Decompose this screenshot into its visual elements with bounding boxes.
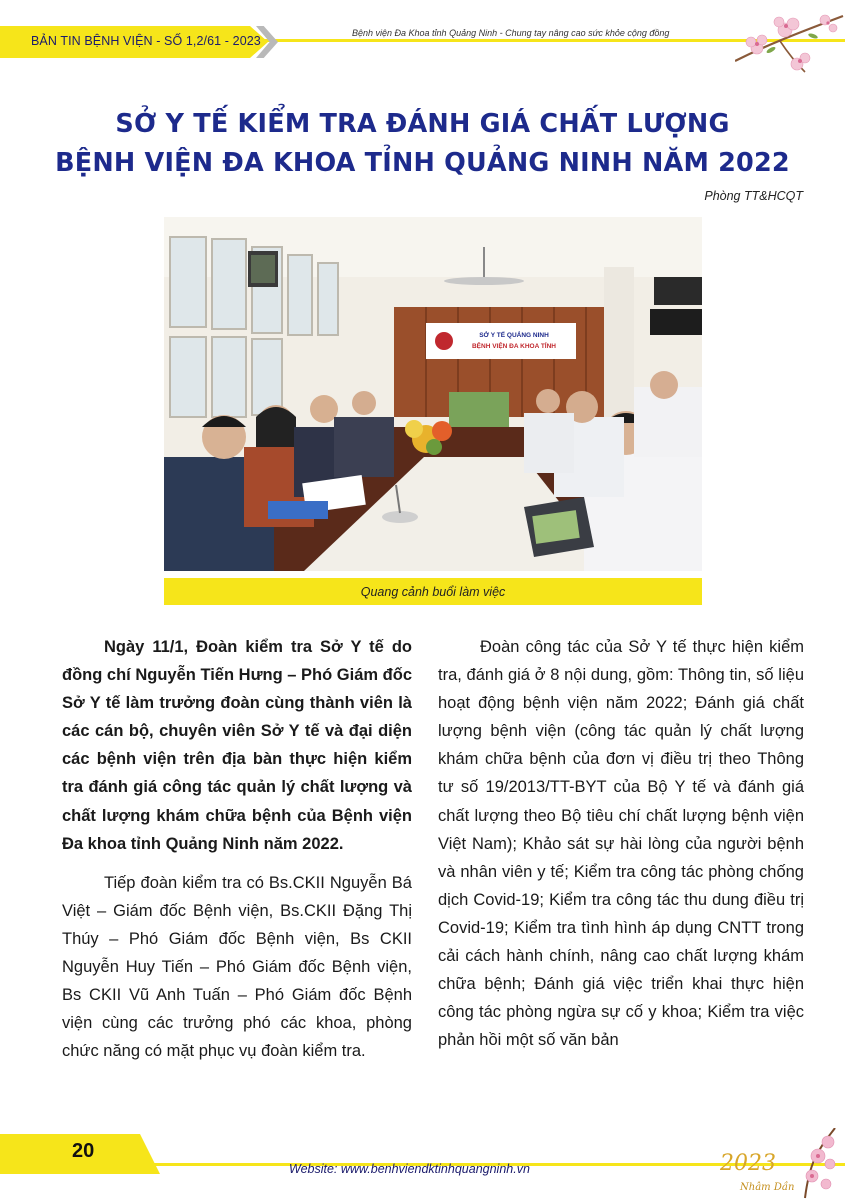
photo-caption: Quang cảnh buổi làm việc bbox=[360, 585, 506, 599]
logo-year: 2023 bbox=[720, 1151, 776, 1176]
header-slogan: Bệnh viện Đa Khoa tỉnh Quảng Ninh - Chung tay nâng cao sức khỏe cộng đồng bbox=[352, 28, 670, 38]
article-title bbox=[0, 105, 845, 183]
column-left bbox=[62, 633, 412, 1065]
issue-label: BẢN TIN BỆNH VIỆN - SỐ 1,2/61 - 2023 bbox=[31, 34, 261, 48]
title-line-1: SỞ Y TẾ KIỂM TRA ĐÁNH GIÁ CHẤT LƯỢNG bbox=[115, 109, 730, 139]
peach-blossom-icon bbox=[735, 6, 845, 76]
paragraph-2: Tiếp đoàn kiểm tra có Bs.CKII Nguyễn Bá Việt – Giám đốc Bệnh viện, Bs.CKII Đặng Thị Thúy – Phó Giám đốc Bệnh viện, Bs CKII Nguyễn Huy Tiến – Phó Giám đốc Bệnh viện, Bs CKII Vũ Anh Tuấn – Phó Giám đốc Bệnh viện cùng các trưởng phó các khoa, phòng chức năng có mặt phục vụ đoàn kiểm tra. bbox=[62, 873, 412, 1061]
byline: Phòng TT&HCQT bbox=[704, 189, 803, 203]
logo-subtext: Nhâm Dần bbox=[740, 1182, 795, 1193]
lead-paragraph: Ngày 11/1, Đoàn kiểm tra Sở Y tế do đồng chí Nguyễn Tiến Hưng – Phó Giám đốc Sở Y tế làm trưởng đoàn cùng thành viên là các cán bộ, chuyên viên Sở Y tế và đại diện các bệnh viện trên địa bàn thực hiện kiểm tra đánh giá công tác quản lý chất lượng và chất lượng khám chữa bệnh của Bệnh viện Đa khoa tỉnh Quảng Ninh năm 2022. bbox=[62, 638, 412, 853]
meeting-photo bbox=[164, 217, 702, 571]
banner-line-2: BỆNH VIỆN ĐA KHOA TỈNH bbox=[471, 343, 557, 350]
column-right bbox=[438, 633, 804, 1054]
footer-website bbox=[289, 1162, 530, 1176]
banner-line-1: SỞ Y TẾ QUẢNG NINH bbox=[479, 332, 549, 339]
paragraph-3: Đoàn công tác của Sở Y tế thực hiện kiểm tra, đánh giá ở 8 nội dung, gồm: Thông tin, số liệu hoạt động bệnh viện năm 2022; Đánh giá chất lượng bệnh viện (công tác quản lý chất lượng khám chữa bệnh của đơn vị điều trị theo Thông tư số 19/2013/TT-BYT của Bộ Y tế và đánh giá chất lượng theo Bộ tiêu chí chất lượng bệnh viện Việt Nam); Khảo sát sự hài lòng của người bệnh và nhân viên y tế; Kiểm tra công tác phòng chống dịch Covid-19; Kiểm tra công tác thu dung điều trị Covid-19; Kiểm tra tình hình áp dụng CNTT trong cải cách hành chính, nâng cao chất lượng khám chữa bệnh; Đánh giá việc triển khai thực hiện công tác phòng ngừa sự cố y khoa; Kiểm tra việc phản hồi một số văn bản bbox=[438, 638, 804, 1050]
website-link[interactable]: www.benhviendktinhquangninh.vn bbox=[340, 1162, 530, 1176]
website-label: Website: bbox=[289, 1162, 341, 1176]
meeting-room-illustration bbox=[164, 217, 702, 571]
new-year-logo bbox=[710, 1128, 845, 1200]
page-number: 20 bbox=[72, 1140, 95, 1162]
title-line-2: BỆNH VIỆN ĐA KHOA TỈNH QUẢNG NINH NĂM 2022 bbox=[55, 148, 790, 178]
